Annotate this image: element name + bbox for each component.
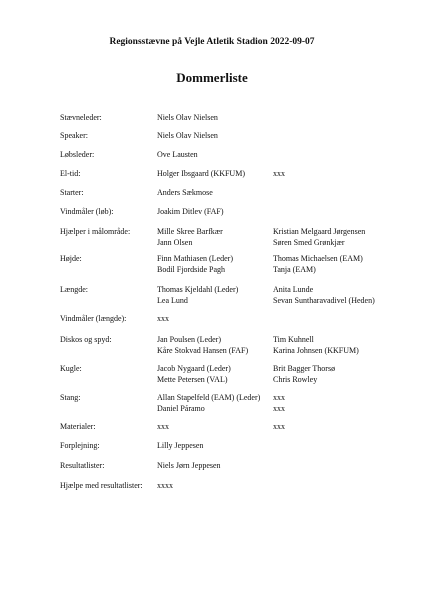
secondary-judges xyxy=(273,284,375,306)
judge-name: Daniel Páramo xyxy=(157,404,205,413)
judge-name: Jann Olsen xyxy=(157,238,193,247)
judge-name: Finn Mathiasen (Leder) xyxy=(157,254,233,263)
primary-judges xyxy=(157,460,221,471)
role-label: Hjælpe med resultatlister: xyxy=(60,481,143,490)
judge-name: Lea Lund xyxy=(157,296,188,305)
primary-judges xyxy=(157,421,169,432)
role-label: Vindmåler (løb): xyxy=(60,207,114,216)
judge-name: xxx xyxy=(157,422,169,431)
primary-judges xyxy=(157,130,218,141)
judge-name: Anders Sækmose xyxy=(157,188,213,197)
judge-name: Jan Poulsen (Leder) xyxy=(157,335,221,344)
role-label: Hjælper i målområde: xyxy=(60,227,131,236)
judge-name: Allan Stapelfeld (EAM) (Leder) xyxy=(157,393,261,402)
role-label: Vindmåler (længde): xyxy=(60,314,127,323)
list-title: Dommerliste xyxy=(176,70,248,85)
judge-name: Holger Ibsgaard (KKFUM) xyxy=(157,169,245,178)
judge-name: xxx xyxy=(273,422,285,431)
judge-name: Thomas Michaelsen (EAM) xyxy=(273,254,363,263)
primary-judges xyxy=(157,284,238,306)
primary-judges xyxy=(157,168,245,179)
primary-judges xyxy=(157,112,218,123)
judge-name: Tanja (EAM) xyxy=(273,265,316,274)
secondary-judges xyxy=(273,253,363,275)
role-label: Længde: xyxy=(60,285,88,294)
judge-name: Sevan Suntharavadivel (Heden) xyxy=(273,296,375,305)
event-title: Regionsstævne på Vejle Atletik Stadion 2022-09-07 xyxy=(109,37,315,47)
judge-name: xxx xyxy=(273,393,285,402)
role-label: Starter: xyxy=(60,188,84,197)
role-label: El-tid: xyxy=(60,169,81,178)
judge-name: Bodil Fjordside Pagh xyxy=(157,265,226,274)
judge-name: xxxx xyxy=(157,481,173,490)
role-label: Kugle: xyxy=(60,364,82,373)
secondary-judges xyxy=(273,226,365,248)
judge-name: Søren Smed Grønkjær xyxy=(273,238,345,247)
judge-name: Anita Lunde xyxy=(273,285,314,294)
role-label: Stang: xyxy=(60,393,81,402)
judge-name: xxx xyxy=(273,169,285,178)
role-label: Diskos og spyd: xyxy=(60,335,112,344)
secondary-judges xyxy=(273,363,335,385)
primary-judges xyxy=(157,187,213,198)
role-label: Løbsleder: xyxy=(60,150,95,159)
judge-name: Chris Rowley xyxy=(273,375,318,384)
judge-name: Joakim Ditlev (FAF) xyxy=(157,207,224,216)
judge-name: xxx xyxy=(273,404,285,413)
primary-judges xyxy=(157,206,224,217)
role-label: Resultatlister: xyxy=(60,461,105,470)
primary-judges xyxy=(157,363,231,385)
secondary-judges xyxy=(273,421,285,432)
judge-name: Brit Bagger Thorsø xyxy=(273,364,336,373)
primary-judges xyxy=(157,480,173,491)
judge-name: Karina Johnsen (KKFUM) xyxy=(273,346,359,355)
primary-judges xyxy=(157,440,203,451)
judge-name: Niels Jørn Jeppesen xyxy=(157,461,221,470)
primary-judges xyxy=(157,392,260,414)
judge-name: Kåre Stokvad Hansen (FAF) xyxy=(157,346,249,355)
primary-judges xyxy=(157,226,223,248)
judge-name: Mille Skree Barfkær xyxy=(157,227,223,236)
role-label: Stævneleder: xyxy=(60,113,102,122)
secondary-judges xyxy=(273,334,359,356)
role-label: Materialer: xyxy=(60,422,96,431)
role-label: Speaker: xyxy=(60,131,88,140)
judge-name: Ove Lausten xyxy=(157,150,198,159)
secondary-judges xyxy=(273,168,285,179)
role-label: Højde: xyxy=(60,254,82,263)
judge-name: xxx xyxy=(157,314,169,323)
primary-judges xyxy=(157,149,198,160)
judge-name: Kristian Melgaard Jørgensen xyxy=(273,227,366,236)
judge-name: Lilly Jeppesen xyxy=(157,441,204,450)
judge-name: Jacob Nygaard (Leder) xyxy=(157,364,231,373)
role-label: Forplejning: xyxy=(60,441,100,450)
judge-name: Niels Olav Nielsen xyxy=(157,131,218,140)
judge-name: Tim Kuhnell xyxy=(273,335,314,344)
judge-name: Mette Petersen (VAL) xyxy=(157,375,228,384)
primary-judges xyxy=(157,253,233,275)
judge-name: Thomas Kjeldahl (Leder) xyxy=(157,285,239,294)
primary-judges xyxy=(157,313,169,324)
secondary-judges xyxy=(273,392,285,414)
judge-name: Niels Olav Nielsen xyxy=(157,113,218,122)
primary-judges xyxy=(157,334,248,356)
